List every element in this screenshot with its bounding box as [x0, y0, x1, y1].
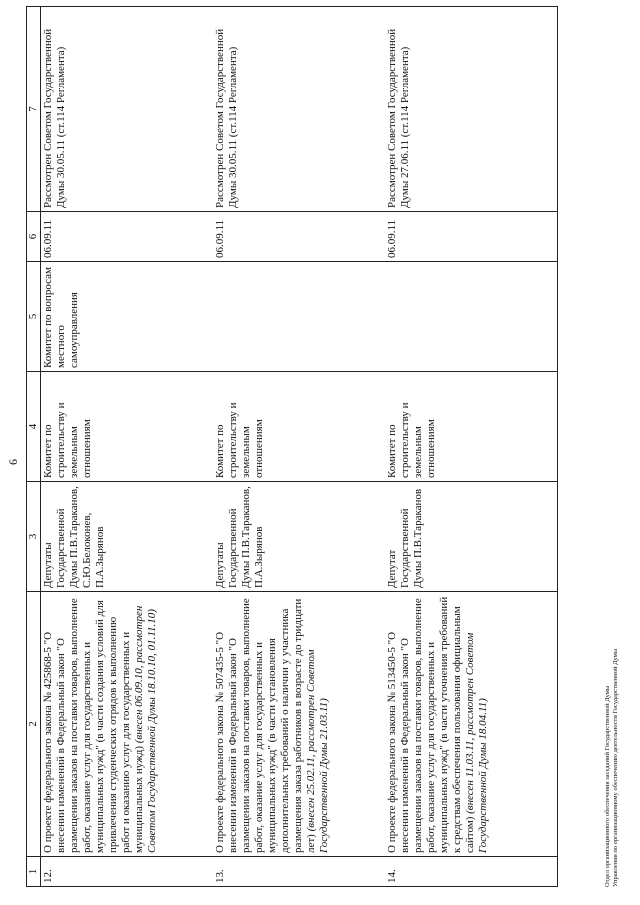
bill-note: (внесен 11.03.11, рассмотрен Советом Государственной Думы 18.04.11) [464, 632, 489, 853]
bill-title: О проекте федерального закона № 507435-5 [214, 647, 226, 853]
status: Рассмотрен Советом Государственной Думы 30.05.11 (ст.114 Регламента) [213, 7, 385, 212]
bill-authors: Депутаты Государственной Думы П.В.Тараканов, С.Ю.Белоконев, П.А.Зырянов [41, 482, 214, 592]
bill-text: "О внесении изменений в Федеральный закон "О размещении заказов на поставки товаров, выполнение работ, оказание услуг для государственных и муниципальных нужд" (в части создания условий для привлечения студенческих отрядов к выполнению работ и оказанию услуг для государственных и муниципальных нужд) [42, 598, 145, 853]
co-committee: Комитет по вопросам местного самоуправления [41, 262, 214, 372]
status: Рассмотрен Советом Государственной Думы 30.05.11 (ст.114 Регламента) [41, 7, 214, 212]
row-number: 13. [213, 857, 385, 887]
column-header-2: 2 [27, 592, 41, 857]
table-row [213, 7, 385, 887]
bill-text: "О внесении изменений в Федеральный закон "О размещении заказов на поставки товаров, выполнение работ, оказание услуг для государственных и муниципальных нужд" (в части уточнения требований к средствам обеспечения пользования официальным сайтом) [386, 596, 476, 853]
bill-description [213, 592, 385, 857]
bill-description [41, 592, 214, 857]
column-header-6: 6 [27, 212, 41, 262]
row-number: 12. [41, 857, 214, 887]
date: 06.09.11 [213, 212, 385, 262]
row-number: 14. [385, 857, 558, 887]
status: Рассмотрен Советом Государственной Думы 27.06.11 (ст.114 Регламента) [385, 7, 558, 212]
table-row [41, 7, 214, 887]
bill-authors: Депутаты Государственной Думы П.В.Тараканов, П.А.Зырянов [213, 482, 385, 592]
column-header-4: 4 [27, 372, 41, 482]
column-number-header [27, 7, 41, 887]
column-header-1: 1 [27, 857, 41, 887]
bill-text: "О внесении изменений в Федеральный закон "О размещении заказов на поставки товаров, выполнение работ, оказание услуг для государственных и муниципальных нужд" (в части установления дополнительных требований о наличии у участника размещения заказа работников в возрасте до тридцати лет) [214, 598, 317, 853]
date: 06.09.11 [41, 212, 214, 262]
bill-note: (внесен 06.09.10, рассмотрен Советом Государственной Думы 18.10.10, 01.11.10) [133, 605, 158, 853]
bill-title: О проекте федерального закона № 513450-5 [386, 647, 398, 853]
bills-table [26, 6, 558, 887]
bill-note: (внесен 25.02.11, рассмотрен Советом Государственной Думы 21.03.11) [305, 649, 330, 853]
column-header-7: 7 [27, 7, 41, 212]
column-header-5: 5 [27, 262, 41, 372]
bill-description [385, 592, 558, 857]
footer-line-1: Отдел организационного обеспечения заседаний Государственной Думы [604, 685, 611, 887]
responsible-committee: Комитет по строительству и земельным отношениям [41, 372, 214, 482]
column-header-3: 3 [27, 482, 41, 592]
responsible-committee: Комитет по строительству и земельным отношениям [213, 372, 385, 482]
co-committee [213, 262, 385, 372]
footer-line-2: Управления по организационному обеспечению деятельности Государственной Думы [612, 648, 619, 887]
responsible-committee: Комитет по строительству и земельным отношениям [385, 372, 558, 482]
co-committee [385, 262, 558, 372]
bill-title: О проекте федерального закона № 425868-5 [42, 647, 54, 853]
page-number: 6 [6, 459, 20, 465]
table-row [385, 7, 558, 887]
date: 06.09.11 [385, 212, 558, 262]
footer [604, 649, 620, 887]
bill-authors: Депутат Государственной Думы П.В.Тараканов [385, 482, 558, 592]
